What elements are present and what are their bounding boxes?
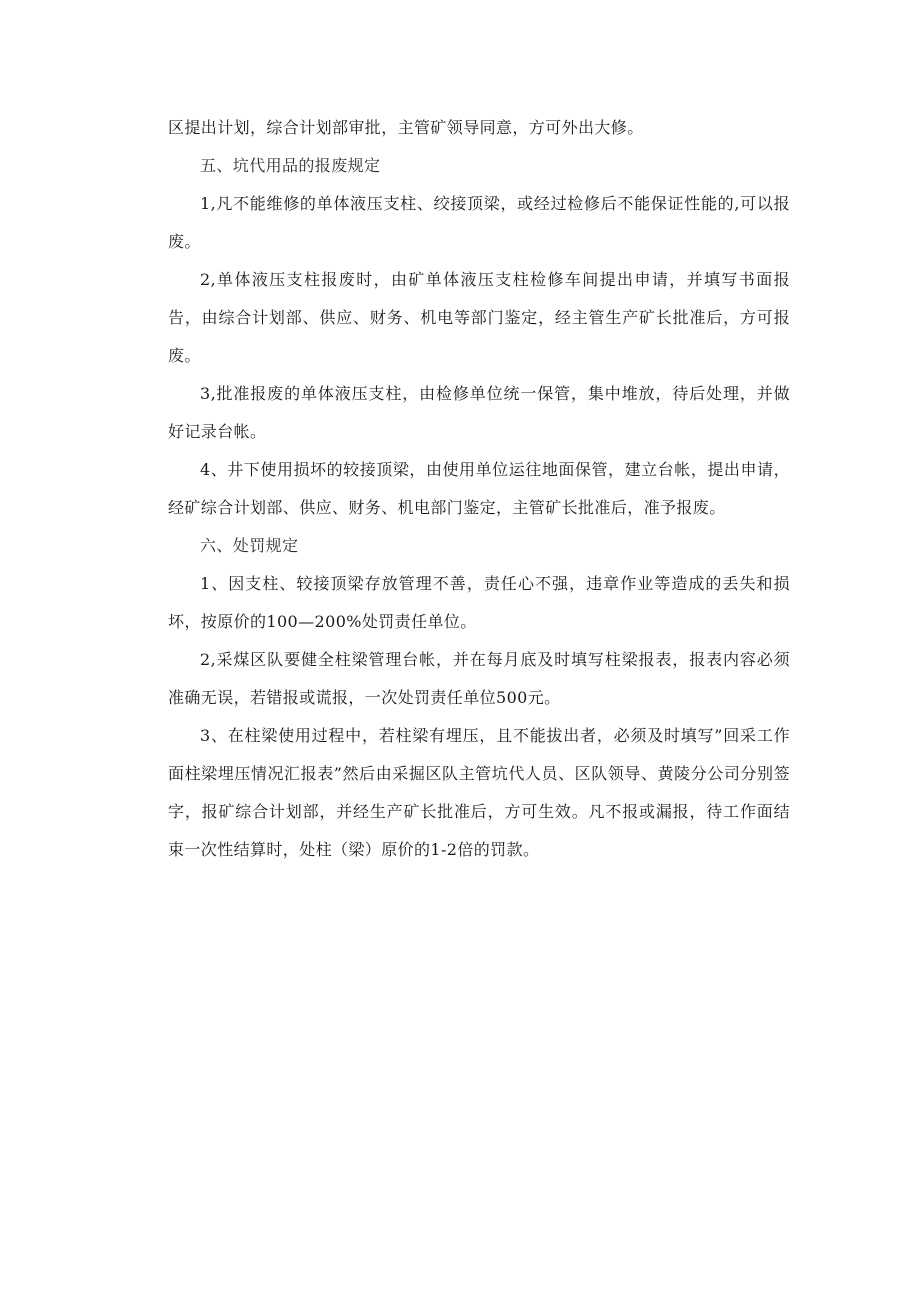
paragraph-scrap-rule-3: 3,批准报废的单体液压支柱，由检修单位统一保管，集中堆放，待后处理，并做好记录台帐。 xyxy=(168,384,790,441)
paragraph-penalty-rule-2: 2,采煤区队要健全柱梁管理台帐，并在每月底及时填写柱梁报表，报表内容必须准确无误，若错报或谎报，一次处罚责任单位500元。 xyxy=(168,650,790,707)
paragraph-penalty-rule-1: 1、因支柱、较接顶梁存放管理不善，责任心不强，违章作业等造成的丢失和损坏，按原价的100—200%处罚责任单位。 xyxy=(168,574,790,631)
document-body xyxy=(168,109,790,869)
paragraph-scrap-rule-1: 1,凡不能维修的单体液压支柱、绞接顶梁，或经过检修后不能保证性能的,可以报废。 xyxy=(168,194,790,251)
paragraph-scrap-rule-2: 2,单体液压支柱报废时，由矿单体液压支柱检修车间提出申请，并填写书面报告，由综合计划部、供应、财务、机电等部门鉴定，经主管生产矿长批准后，方可报废。 xyxy=(168,270,790,365)
paragraph-continuation: 区提出计划，综合计划部审批，主管矿领导同意，方可外出大修。 xyxy=(168,118,644,137)
section-heading-penalty-rules: 六、处罚规定 xyxy=(200,536,299,555)
paragraph-penalty-rule-3: 3、在柱梁使用过程中，若柱梁有埋压，且不能拔出者，必须及时填写”回采工作面柱梁埋压情况汇报表”然后由采掘区队主管坑代人员、区队领导、黄陵分公司分别签字，报矿综合计划部，并经生产矿长批准后，方可生效。凡不报或漏报，待工作面结束一次性结算时，处柱（梁）原价的1-2倍的罚款。 xyxy=(168,726,790,859)
section-heading-scrap-rules: 五、坑代用品的报废规定 xyxy=(200,156,381,175)
paragraph-scrap-rule-4: 4、井下使用损坏的较接顶梁，由使用单位运往地面保管，建立台帐，提出申请，经矿综合计划部、供应、财务、机电部门鉴定，主管矿长批准后，准予报废。 xyxy=(168,460,790,517)
